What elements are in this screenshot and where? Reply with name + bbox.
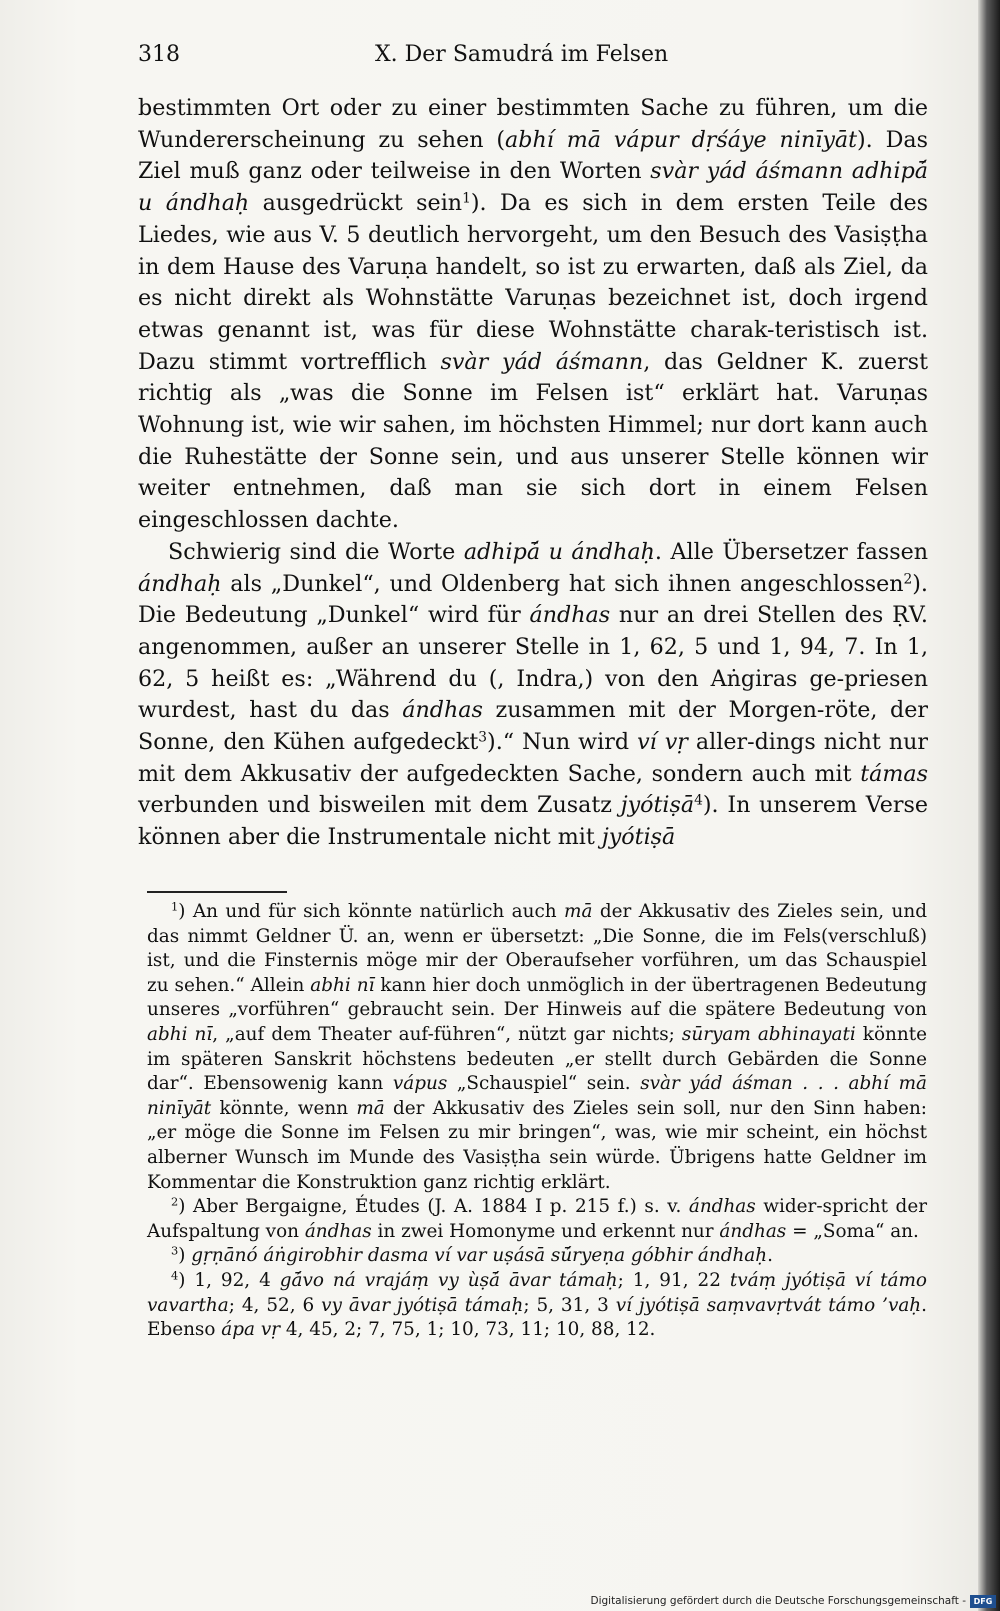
- text-run: „Schauspiel“ sein.: [447, 1073, 641, 1095]
- text-run: bestimmten Ort oder zu einer bestimmten Sache zu führen, um die Wundererscheinung zu sehen (: [138, 95, 928, 153]
- footnote-marker: 1: [171, 899, 179, 914]
- text-run: kann hier doch unmöglich in der übertragenen Bedeutung unseres „vorführen“ gebraucht sein. Der Hinweis auf die spätere Bedeutung von: [147, 974, 927, 1021]
- text-run: ). Das Ziel muß ganz oder teilweise in den Worten: [138, 126, 928, 185]
- text-run: in zwei Homonyme und erkennt nur: [371, 1220, 720, 1242]
- italic-term: sūryam abhinayati: [681, 1023, 856, 1045]
- italic-term: svàr yád áśmann adhipā́ u ándhaḥ: [138, 158, 928, 217]
- italic-term: vy āvar jyótiṣā támaḥ: [321, 1294, 524, 1316]
- text-run: ): [178, 1245, 192, 1267]
- italic-term: vápus: [392, 1073, 448, 1095]
- text-run: ).“ Nun wird: [487, 729, 638, 756]
- text-run: , „auf dem Theater auf-führen“, nützt gar nichts;: [212, 1023, 682, 1045]
- italic-term: ví vṛ: [637, 729, 688, 756]
- footnote-marker: 2: [171, 1194, 179, 1209]
- italic-term: mā: [564, 901, 593, 922]
- text-run: ) An und für sich könnte natürlich auch: [178, 901, 565, 922]
- text-run: 4, 45, 2; 7, 75, 1; 10, 73, 11; 10, 88, 12.: [280, 1319, 656, 1341]
- footnote-separator: [147, 891, 287, 893]
- page-header: [138, 38, 928, 72]
- italic-term: abhí mā vápur dṛśáye ninīyāt: [505, 126, 858, 153]
- text-run: nur an drei Stellen des ṚV. angenommen, außer an unserer Stelle in 1, 62, 5 und 1, 94, 7. In 1, 62, 5 heißt es: „Während du (, Indra,) von den Aṅgiras ge-priesen wurdest, hast du das: [138, 602, 928, 724]
- running-title: X. Der Samudrá im Felsen: [375, 42, 669, 67]
- page-number: 318: [138, 42, 180, 67]
- italic-term: támas: [860, 760, 928, 787]
- footnote-marker: 4: [694, 792, 703, 809]
- text-run: könnte, wenn: [211, 1097, 357, 1119]
- page-edge-shadow: [978, 0, 1000, 1611]
- footnote-2: [147, 1195, 927, 1244]
- italic-term: ándhas: [402, 697, 483, 724]
- text-run: ) 1, 92, 4: [178, 1269, 280, 1291]
- italic-term: gā́vo ná vrajáṃ vy ùṣā́ āvar támaḥ: [279, 1269, 618, 1291]
- italic-term: ándhas: [304, 1220, 372, 1242]
- footnote-marker: 4: [171, 1268, 179, 1283]
- footnotes: [147, 900, 927, 1343]
- paragraph-1: [138, 93, 928, 537]
- italic-term: svàr yád áśmann: [440, 348, 644, 375]
- main-text: [138, 93, 928, 854]
- footnote-3: [147, 1244, 927, 1269]
- italic-term: abhi nī: [147, 1023, 213, 1045]
- credit-text: Digitalisierung gefördert durch die Deutsche Forschungsgemeinschaft -: [590, 1595, 966, 1607]
- footnote-4: [147, 1269, 927, 1343]
- text-run: , das Geldner K. zuerst richtig als „was die Sonne im Felsen ist“ erklärt hat. Varuṇas Wohnung ist, wie wir sahen, im höchsten Himmel; nur dort kann auch die Ruhestätte der Sonne sein, und aus unserer Stelle können wir weiter entnehmen, daß man sie sich dort in einem Felsen eingeschlossen dachte.: [138, 348, 928, 534]
- italic-term: svàr yád áśman . . . abhí mā ninīyāt: [147, 1073, 927, 1119]
- italic-term: ándhas: [719, 1220, 787, 1242]
- footnote-marker: 1: [462, 190, 471, 207]
- italic-term: ándhas: [529, 602, 611, 629]
- text-run: .: [767, 1245, 773, 1267]
- dfg-logo-icon: DFG: [970, 1595, 996, 1608]
- footnote-1: [147, 900, 927, 1195]
- text-run: = „Soma“ an.: [786, 1220, 919, 1242]
- text-run: ; 4, 52, 6: [228, 1294, 322, 1316]
- text-run: aller-dings nicht nur mit dem Akkusativ der aufgedeckten Sache, sondern auch mit: [138, 729, 929, 787]
- footnote-marker: 3: [171, 1244, 179, 1259]
- text-run: als „Dunkel“, und Oldenberg hat sich ihnen angeschlossen: [221, 570, 904, 597]
- text-run: ; 5, 31, 3: [523, 1294, 616, 1316]
- footnote-marker: 3: [478, 729, 488, 746]
- text-run: wider-spricht der Aufspaltung von: [147, 1196, 927, 1242]
- italic-term: ví jyótiṣā saṃvavṛtvát támo ’vaḥ: [615, 1294, 922, 1316]
- text-run: . Ebenso: [147, 1294, 927, 1341]
- italic-term: adhipā́ u ándhaḥ: [463, 538, 655, 565]
- italic-term: jyótiṣā: [601, 824, 676, 851]
- italic-term: ándhas: [688, 1196, 756, 1218]
- text-run: ). Die Bedeutung „Dunkel“ wird für: [138, 570, 928, 629]
- paragraph-2: [138, 537, 928, 854]
- text-run: . Alle Übersetzer fassen: [654, 538, 928, 565]
- italic-term: ápa vṛ: [221, 1319, 281, 1341]
- text-run: zusammen mit der Morgen-röte, der Sonne, den Kühen aufgedeckt: [138, 697, 929, 756]
- italic-term: abhi nī: [310, 974, 375, 996]
- text-run: ). Da es sich in dem ersten Teile des Liedes, wie aus V. 5 deutlich hervorgeht, um den Besuch des Vasiṣṭha in dem Hause des Varuṇa handelt, so ist zu erwarten, daß als Ziel, da es nicht direkt als Wohnstätte Varuṇas bezeichnet ist, doch irgend etwas genannt ist, was für diese Wohnstätte charak-teristisch ist. Dazu stimmt vortrefflich: [138, 190, 928, 375]
- text-run: Schwierig sind die Worte: [168, 538, 464, 565]
- text-run: ) Aber Bergaigne, Études (J. A. 1884 I p. 215 f.) s. v.: [178, 1196, 689, 1218]
- text-run: verbunden und bisweilen mit dem Zusatz: [138, 792, 621, 819]
- italic-term: ándhaḥ: [138, 570, 222, 597]
- digitization-credit: [590, 1593, 996, 1609]
- footnote-marker: 2: [903, 570, 913, 587]
- text-run: der Akkusativ des Zieles sein soll, nur den Sinn haben: „er möge die Sonne im Felsen zu mir bringen“, was, wie mir scheint, ein höchst alberner Wunsch im Munde des Vasiṣṭha sein würde. Übrigens hatte Geldner im Kommentar die Konstruktion ganz richtig erklärt.: [147, 1097, 927, 1193]
- text-run: ; 1, 91, 22: [617, 1269, 730, 1291]
- text-run: könnte im späteren Sanskrit höchstens bedeuten „er stellt durch Gebärden die Sonne dar“. Ebensowenig kann: [147, 1023, 927, 1095]
- italic-term: tváṃ jyótiṣā ví támo vavartha: [147, 1269, 927, 1316]
- text-run: der Akkusativ des Zieles sein, und das nimmt Geldner Ü. an, wenn er übersetzt: „Die Sonne, die im Fels(verschluß) ist, und die Finsternis möge mir der Oberaufseher vorführen, um das Schauspiel zu sehen.“ Allein: [147, 901, 928, 996]
- italic-term: gṛṇānó áṅgirobhir dasma ví var uṣásā sū́ryeṇa góbhir ándhaḥ: [191, 1245, 768, 1267]
- text-run: ). In unserem Verse können aber die Instrumentale nicht mit: [138, 792, 928, 851]
- text-run: ausgedrückt sein: [249, 190, 463, 217]
- italic-term: jyótiṣā: [620, 792, 695, 819]
- italic-term: mā: [356, 1097, 385, 1119]
